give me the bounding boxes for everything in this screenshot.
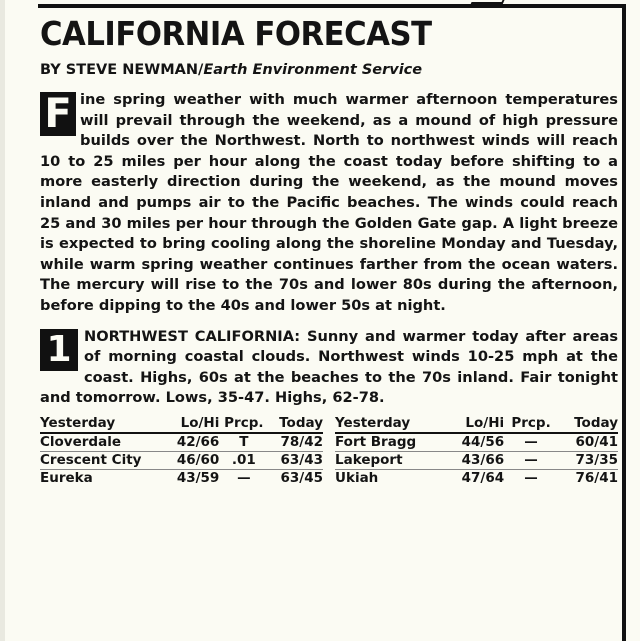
lede-paragraph: [40, 90, 618, 317]
today-value: 73/35: [558, 451, 618, 469]
table-row: [40, 433, 323, 452]
col-yesterday: Yesterday: [40, 415, 166, 433]
page-edge: [0, 0, 5, 641]
temperature-table-right: [335, 415, 618, 487]
lohi-value: 44/56: [446, 433, 504, 452]
city-name: Ukiah: [335, 469, 379, 486]
lede-text: ine spring weather with much warmer afternoon temperatures will prevail through the weekend, as a mound of high pressure builds over the Northwest. North to northwest winds will reach 10 to 25 miles per hour along the coast today before shifting to a more easterly direction during the weekend, as the mound moves inland and pumps air to the Pacific beaches. The winds could reach 25 and 30 miles per hour through the Golden Gate gap. A light breeze is expected to bring cooling along the shoreline Monday and Tuesday, while warm spring weather continues farther from the ocean waters. The mercury will rise to the 70s and lower 80s during the afternoon, before dipping to the 40s and lower 50s at night.: [40, 91, 618, 314]
prcp-value: T: [219, 433, 268, 452]
region-text: Sunny and warmer today after areas of morning coastal clouds. Northwest winds 10-25 mph at the coast. Highs, 60s at the beaches to the 70s inland. Fair tonight and tomorrow. Lows, 35-47. Highs, 62-78.: [40, 327, 619, 407]
col-prcp: Prcp.: [219, 415, 268, 433]
lohi-value: 47/64: [461, 469, 505, 486]
col-yesterday: Yesterday: [335, 415, 446, 433]
prcp-value: —: [524, 469, 538, 486]
prcp-value: —: [504, 433, 558, 452]
today-value: 78/42: [268, 433, 323, 452]
col-lohi: Lo/Hi: [446, 415, 504, 433]
lohi-value: 42/66: [166, 433, 219, 452]
prcp-value: .01: [219, 451, 268, 469]
col-today: Today: [268, 415, 323, 433]
col-today: Today: [558, 415, 618, 433]
headline: CALIFORNIA FORECAST: [40, 14, 432, 53]
region-name: NORTHWEST CALIFORNIA:: [84, 327, 301, 345]
forecast-article: [40, 14, 618, 487]
temperature-tables: [40, 415, 618, 487]
table-row: [40, 451, 323, 469]
prcp-value: —: [237, 469, 251, 486]
city-name: Cloverdale: [40, 433, 166, 452]
region-forecast: [40, 327, 618, 409]
table-row: [335, 451, 618, 469]
prcp-value: —: [504, 451, 558, 469]
city-name: Eureka: [40, 469, 93, 486]
drop-cap: F: [40, 92, 76, 136]
col-prcp: Prcp.: [504, 415, 558, 433]
today-value: 60/41: [558, 433, 618, 452]
lohi-value: 43/59: [176, 469, 220, 486]
today-value: 76/41: [575, 469, 618, 486]
top-rule: [38, 4, 626, 8]
lohi-value: 46/60: [166, 451, 219, 469]
region-number-badge: 1: [40, 329, 78, 371]
table-row: [335, 433, 618, 452]
today-value: 63/43: [268, 451, 323, 469]
byline: [40, 60, 618, 80]
table-row: [335, 469, 618, 487]
byline-organization: Earth Environment Service: [203, 62, 423, 78]
byline-author: BY STEVE NEWMAN/: [40, 62, 204, 78]
city-name: Lakeport: [335, 451, 446, 469]
col-lohi: Lo/Hi: [166, 415, 219, 433]
city-name: Fort Bragg: [335, 433, 446, 452]
table-row: [40, 469, 323, 487]
lohi-value: 43/66: [446, 451, 504, 469]
today-value: 63/45: [280, 469, 323, 486]
city-name: Crescent City: [40, 451, 166, 469]
right-rule: [622, 4, 626, 641]
temperature-table-left: [40, 415, 323, 487]
